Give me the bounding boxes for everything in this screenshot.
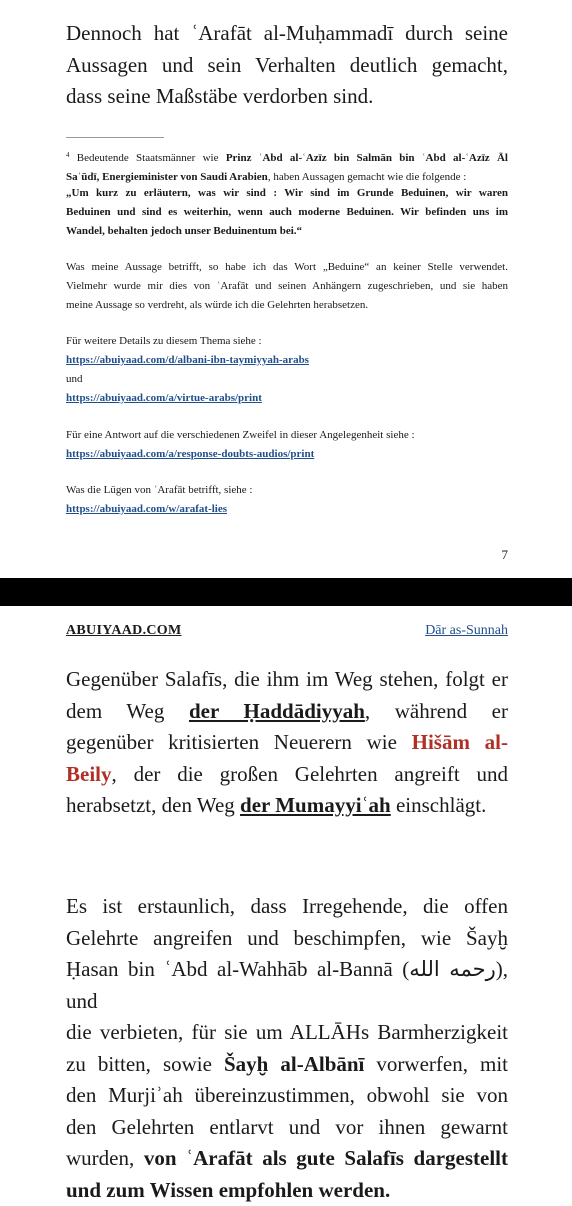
text-line: Es ist erstaunlich, dass Irregehende, die offen [66, 891, 508, 923]
document-page-top [0, 0, 572, 578]
page-separator [0, 578, 572, 606]
text-line [66, 146, 508, 168]
text-line: Für eine Antwort auf die verschiedenen Zweifel in dieser Angelegenheit siehe : [66, 426, 508, 445]
text-line: den Gelehrten entlarvt und vor ihnen gewarnt [66, 1112, 508, 1144]
footnote-marker: 4 [66, 151, 70, 159]
text-segment: zu bitten, sowie [66, 1052, 224, 1076]
term-mumayyiah: der Mumayyiʿah [240, 793, 391, 817]
body-paragraph-2 [66, 891, 508, 1206]
text-line: dass seine Maßstäbe verdorben sind. [66, 81, 508, 113]
term-haddadiyyah: der Ḥaddādiyyah [189, 699, 365, 723]
text-line: Vielmehr wurde mir dies von ʿArafāt und seinen Anhängern zugeschrieben, und sie haben [66, 277, 508, 296]
link-virtue-arabs[interactable]: https://abuiyaad.com/a/virtue-arabs/print [66, 392, 262, 404]
footnote-doubts-block [66, 426, 508, 464]
text-line: Beduinen und sind es weiterhin, wenn auch moderne Beduinen. Wir befinden uns im [66, 203, 508, 222]
text-line [66, 1049, 508, 1081]
text-segment: , der die großen Gelehrten angreift und [112, 762, 509, 786]
text-line: Was meine Aussage betrifft, so habe ich das Wort „Beduine“ an keiner Stelle verwendet. [66, 258, 508, 277]
emphasis-text: von ʿArafāt als gute Salafīs dargestellt [144, 1146, 508, 1170]
body-paragraph [66, 18, 508, 113]
header-site-link[interactable]: Dār as-Sunnah [425, 623, 508, 639]
footnote-text: , haben Aussagen gemacht wie die folgende : [268, 171, 467, 183]
footnote-quote [66, 184, 508, 241]
text-segment: vorwerfen, mit [364, 1052, 508, 1076]
text-line: Ḥasan bin ʿAbd al-Wahhāb al-Bannā (رحمه الله), und [66, 954, 508, 1017]
text-line: Wandel, behalten jedoch unser Beduinentum bei.“ [66, 222, 508, 241]
page-number: 7 [490, 547, 508, 563]
link-albani-ibn-taymiyyah-arabs[interactable]: https://abuiyaad.com/d/albani-ibn-taymiyyah-arabs [66, 354, 309, 366]
text-line [66, 1143, 508, 1175]
text-line: die verbieten, für sie um ALLĀHs Barmherzigkeit [66, 1017, 508, 1049]
text-segment: , während er [365, 699, 508, 723]
text-line: „Um kurz zu erläutern, was wir sind : Wir sind im Grunde Beduinen, wir waren [66, 184, 508, 203]
text-line [66, 790, 508, 822]
text-line: Dennoch hat ʿArafāt al-Muḥammadī durch seine [66, 18, 508, 50]
footnote-lies-block [66, 481, 508, 519]
footnote-person-title: Saʿūdī, Energieminister von Saudi Arabien [66, 171, 268, 183]
footnote-person-name: Prinz ʿAbd al-ʿAzīz bin Salmān bin ʿAbd al-ʿAzīz Āl [226, 152, 508, 164]
text-segment: einschlägt. [391, 793, 487, 817]
name-hisham-al-beily-cont: Beily [66, 762, 112, 786]
text-line [66, 759, 508, 791]
link-response-doubts-audios[interactable]: https://abuiyaad.com/a/response-doubts-audios/print [66, 448, 314, 460]
name-hisham-al-beily: Hišām al- [412, 730, 508, 754]
text-line [66, 727, 508, 759]
text-line: Gegenüber Salafīs, die ihm im Weg stehen, folgt er [66, 664, 508, 696]
text-segment: dem Weg [66, 699, 189, 723]
header-site-name[interactable]: ABUIYAAD.COM [66, 623, 181, 639]
footnote-text: Bedeutende Staatsmänner wie [70, 152, 226, 164]
footnote-intro [66, 146, 508, 187]
text-line: Für weitere Details zu diesem Thema siehe : [66, 332, 508, 351]
text-line: meine Aussage so verdreht, als würde ich die Gelehrten herabsetzen. [66, 296, 508, 315]
footnote-separator [66, 137, 164, 138]
text-segment: herabsetzt, den Weg [66, 793, 240, 817]
body-paragraph-1 [66, 664, 508, 822]
name-shaykh-albani: Šayḫ al-Albānī [224, 1052, 364, 1076]
text-line: Gelehrte angreifen und beschimpfen, wie Šayḫ [66, 923, 508, 955]
link-arafat-lies[interactable]: https://abuiyaad.com/w/arafat-lies [66, 503, 227, 515]
text-line: und [66, 370, 508, 389]
text-line: Was die Lügen von ʿArafāt betrifft, siehe : [66, 481, 508, 500]
text-segment: wurden, [66, 1146, 144, 1170]
text-line [66, 696, 508, 728]
text-line: Aussagen und sein Verhalten deutlich gemacht, [66, 50, 508, 82]
footnote-statement [66, 258, 508, 315]
text-line: den Murjiʾah übereinzustimmen, obwohl sie von [66, 1080, 508, 1112]
footnote-links-block [66, 332, 508, 408]
emphasis-text: und zum Wissen empfohlen werden. [66, 1175, 508, 1206]
text-segment: gegenüber kritisierten Neuerern wie [66, 730, 412, 754]
